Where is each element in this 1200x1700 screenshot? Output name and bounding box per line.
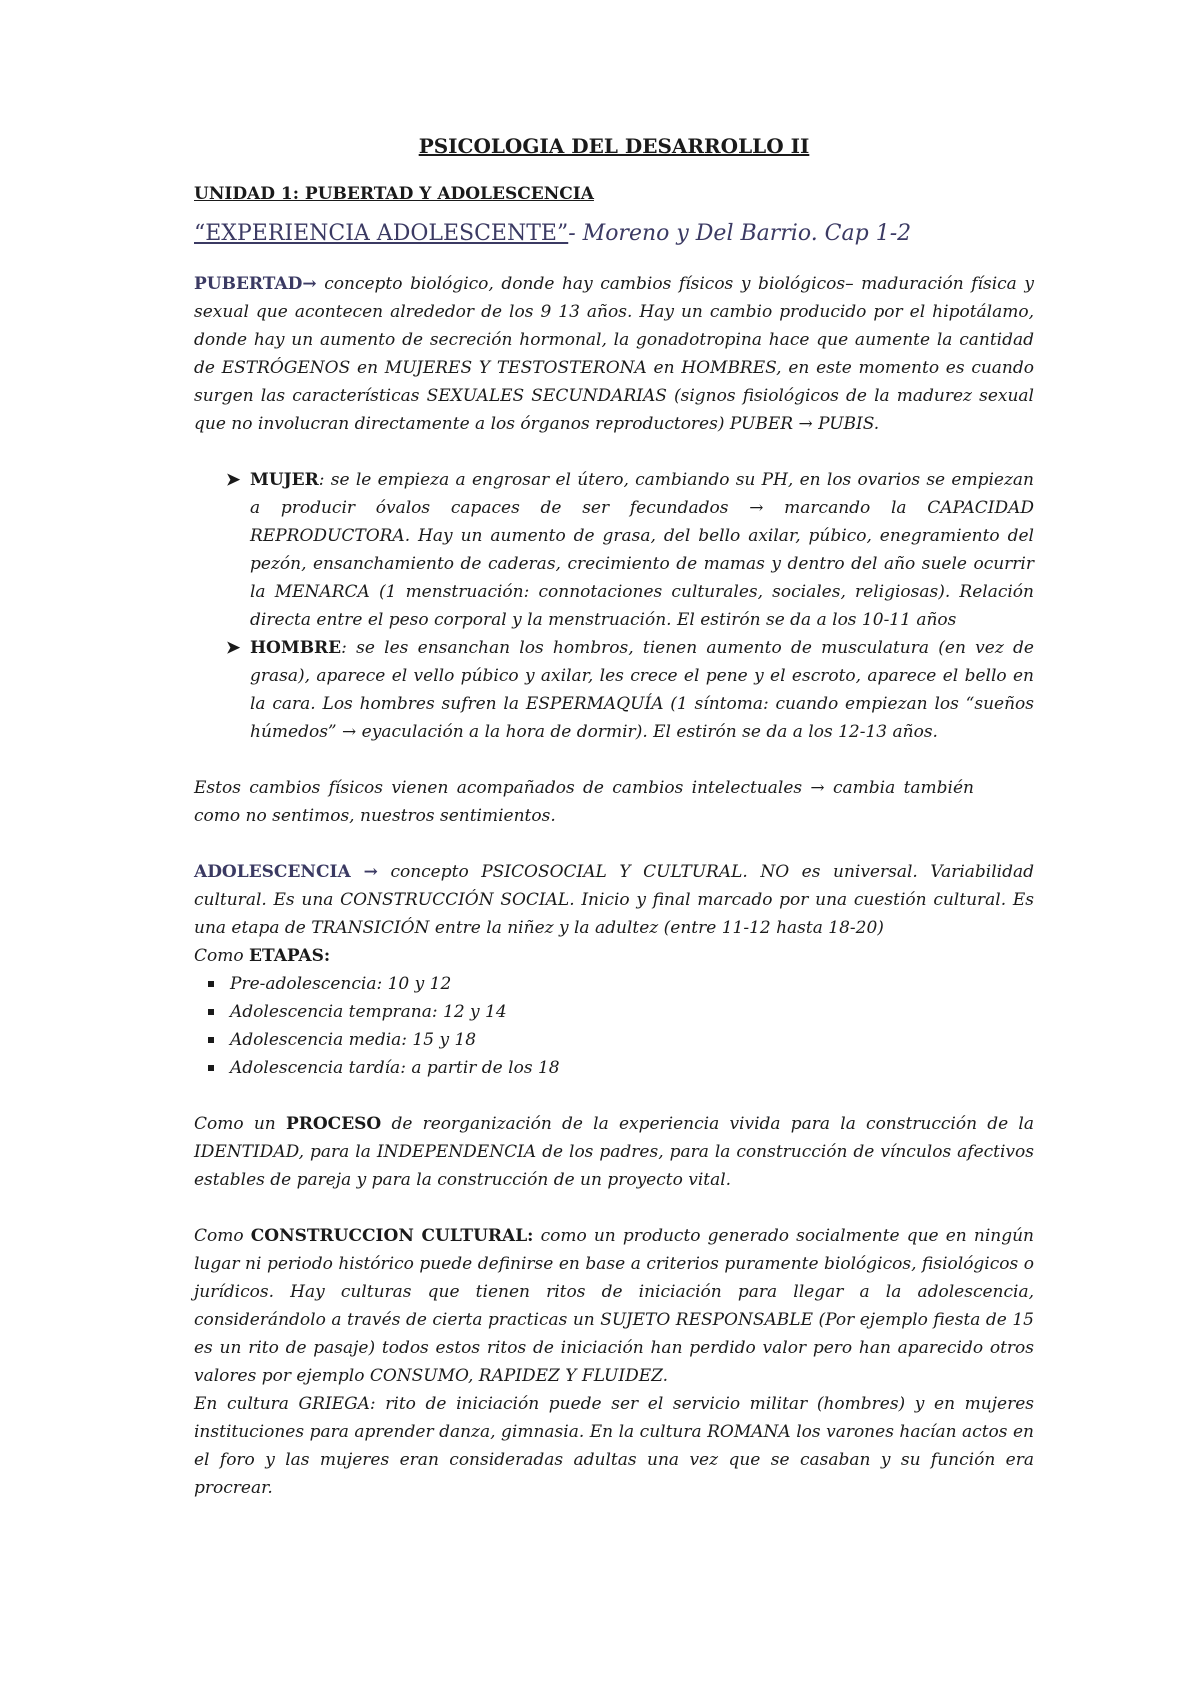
list-item [230, 1026, 1034, 1054]
list-item-hombre [226, 634, 1034, 746]
cultura-paragraph: En cultura GRIEGA: rito de iniciación puede ser el servicio militar (hombres) y en mujeres instituciones para aprender danza, gimnasia. En la cultura ROMANA los varones hacían actos en el foro y las mujeres eran consideradas adultas una vez que se casaban y su función era procrear. [194, 1394, 1034, 1498]
adolescencia-text: concepto PSICOSOCIAL Y CULTURAL. NO es universal. Variabilidad cultural. Es una CONSTRUCCIÓN SOCIAL. Inicio y final marcado por una cuestión cultural. Es una etapa de TRANSICIÓN entre la niñez y la adultez (entre 11-12 hasta 18-20) [194, 862, 1034, 938]
etapas-list [194, 970, 1034, 1082]
arrow-bullet-icon: ➤ [226, 470, 241, 490]
proceso-prefix: Como un [194, 1114, 286, 1134]
list-item-mujer [226, 466, 1034, 634]
mujer-text: : se le empieza a engrosar el útero, cambiando su PH, en los ovarios se empiezan a producir óvalos capaces de ser fecundados → marcando la CAPACIDAD REPRODUCTORA. Hay un aumento de grasa, del bello axilar, púbico, enegramiento del pezón, ensanchamiento de caderas, crecimiento de mamas y dentro del año suele ocurrir la MENARCA (1 menstruación: connotaciones culturales, sociales, religiosas). Relación directa entre el peso corporal y la menstruación. El estirón se da a los 10-11 años [250, 470, 1034, 630]
etapa-text: Pre-adolescencia: 10 y 12 [230, 974, 452, 994]
list-item [230, 998, 1034, 1026]
etapas-label: ETAPAS: [249, 946, 331, 966]
proceso-label: PROCESO [285, 1114, 382, 1134]
proceso-text: de reorganización de la experiencia vivida para la construcción de la IDENTIDAD, para la INDEPENDENCIA de los padres, para la construcción de vínculos afectivos estables de pareja y para la construcción de un proyecto vital. [194, 1114, 1034, 1190]
construccion-prefix: Como [194, 1226, 251, 1246]
list-item [230, 970, 1034, 998]
etapa-text: Adolescencia temprana: 12 y 14 [230, 1002, 507, 1022]
subtitle-experience: “EXPERIENCIA ADOLESCENTE” [194, 221, 569, 246]
etapas-heading [194, 942, 1034, 970]
list-item [230, 1054, 1034, 1082]
unit-heading: UNIDAD 1: PUBERTAD Y ADOLESCENCIA [194, 184, 594, 204]
pubertad-label: PUBERTAD→ [194, 274, 317, 294]
pubertad-paragraph [194, 270, 1034, 438]
section-subtitle [194, 220, 1034, 248]
etapas-prefix: Como [194, 946, 250, 966]
document-title: PSICOLOGIA DEL DESARROLLO II [418, 134, 810, 158]
square-bullet-icon [208, 1065, 214, 1071]
pubertad-text: concepto biológico, donde hay cambios físicos y biológicos– maduración física y sexual que acontecen alrededor de los 9 13 años. Hay un cambio producido por el hipotálamo, donde hay un aumento de secreción hormonal, la gonadotropina hace que aumente la cantidad de ESTRÓGENOS en MUJERES Y TESTOSTERONA en HOMBRES, en este momento es cuando surgen las características SEXUALES SECUNDARIAS (signos fisiológicos de la madurez sexual que no involucran directamente a los órganos reproductores) PUBER → PUBIS. [194, 274, 1034, 434]
document-body [194, 132, 1034, 1502]
arrow-bullet-icon: ➤ [226, 638, 241, 658]
construccion-paragraph [194, 1222, 1034, 1390]
adolescencia-paragraph [194, 858, 1034, 942]
construccion-text: como un producto generado socialmente que en ningún lugar ni periodo histórico puede definirse en base a criterios puramente biológicos, fisiológicos o jurídicos. Hay culturas que tienen ritos de iniciación para llegar a la adolescencia, considerándolo a través de cierta practicas un SUJETO RESPONSABLE (Por ejemplo fiesta de 15 es un rito de pasaje) todos estos ritos de iniciación han perdido valor pero han aparecido otros valores por ejemplo CONSUMO, RAPIDEZ Y FLUIDEZ. [194, 1226, 1034, 1386]
hombre-text: : se les ensanchan los hombros, tienen aumento de musculatura (en vez de grasa), aparece el vello púbico y axilar, les crece el pene y el escroto, aparece el bello en la cara. Los hombres sufren la ESPERMAQUÍA (1 síntoma: cuando empiezan los “sueños húmedos” → eyaculación a la hora de dormir). El estirón se da a los 12-13 años. [250, 638, 1034, 742]
subtitle-reference: - Moreno y Del Barrio. Cap 1-2 [568, 221, 912, 246]
adolescencia-label: ADOLESCENCIA → [194, 862, 378, 882]
mujer-label: MUJER [250, 470, 319, 490]
etapa-text: Adolescencia media: 15 y 18 [230, 1030, 477, 1050]
sex-changes-list [194, 466, 1034, 746]
square-bullet-icon [208, 1037, 214, 1043]
square-bullet-icon [208, 981, 214, 987]
hombre-label: HOMBRE [250, 638, 342, 658]
etapa-text: Adolescencia tardía: a partir de los 18 [230, 1058, 560, 1078]
proceso-paragraph [194, 1110, 1034, 1194]
construccion-label: CONSTRUCCION CULTURAL: [250, 1226, 534, 1246]
cambios-paragraph: Estos cambios físicos vienen acompañados de cambios intelectuales → cambia también como no sentimos, nuestros sentimientos. [194, 778, 974, 826]
square-bullet-icon [208, 1009, 214, 1015]
